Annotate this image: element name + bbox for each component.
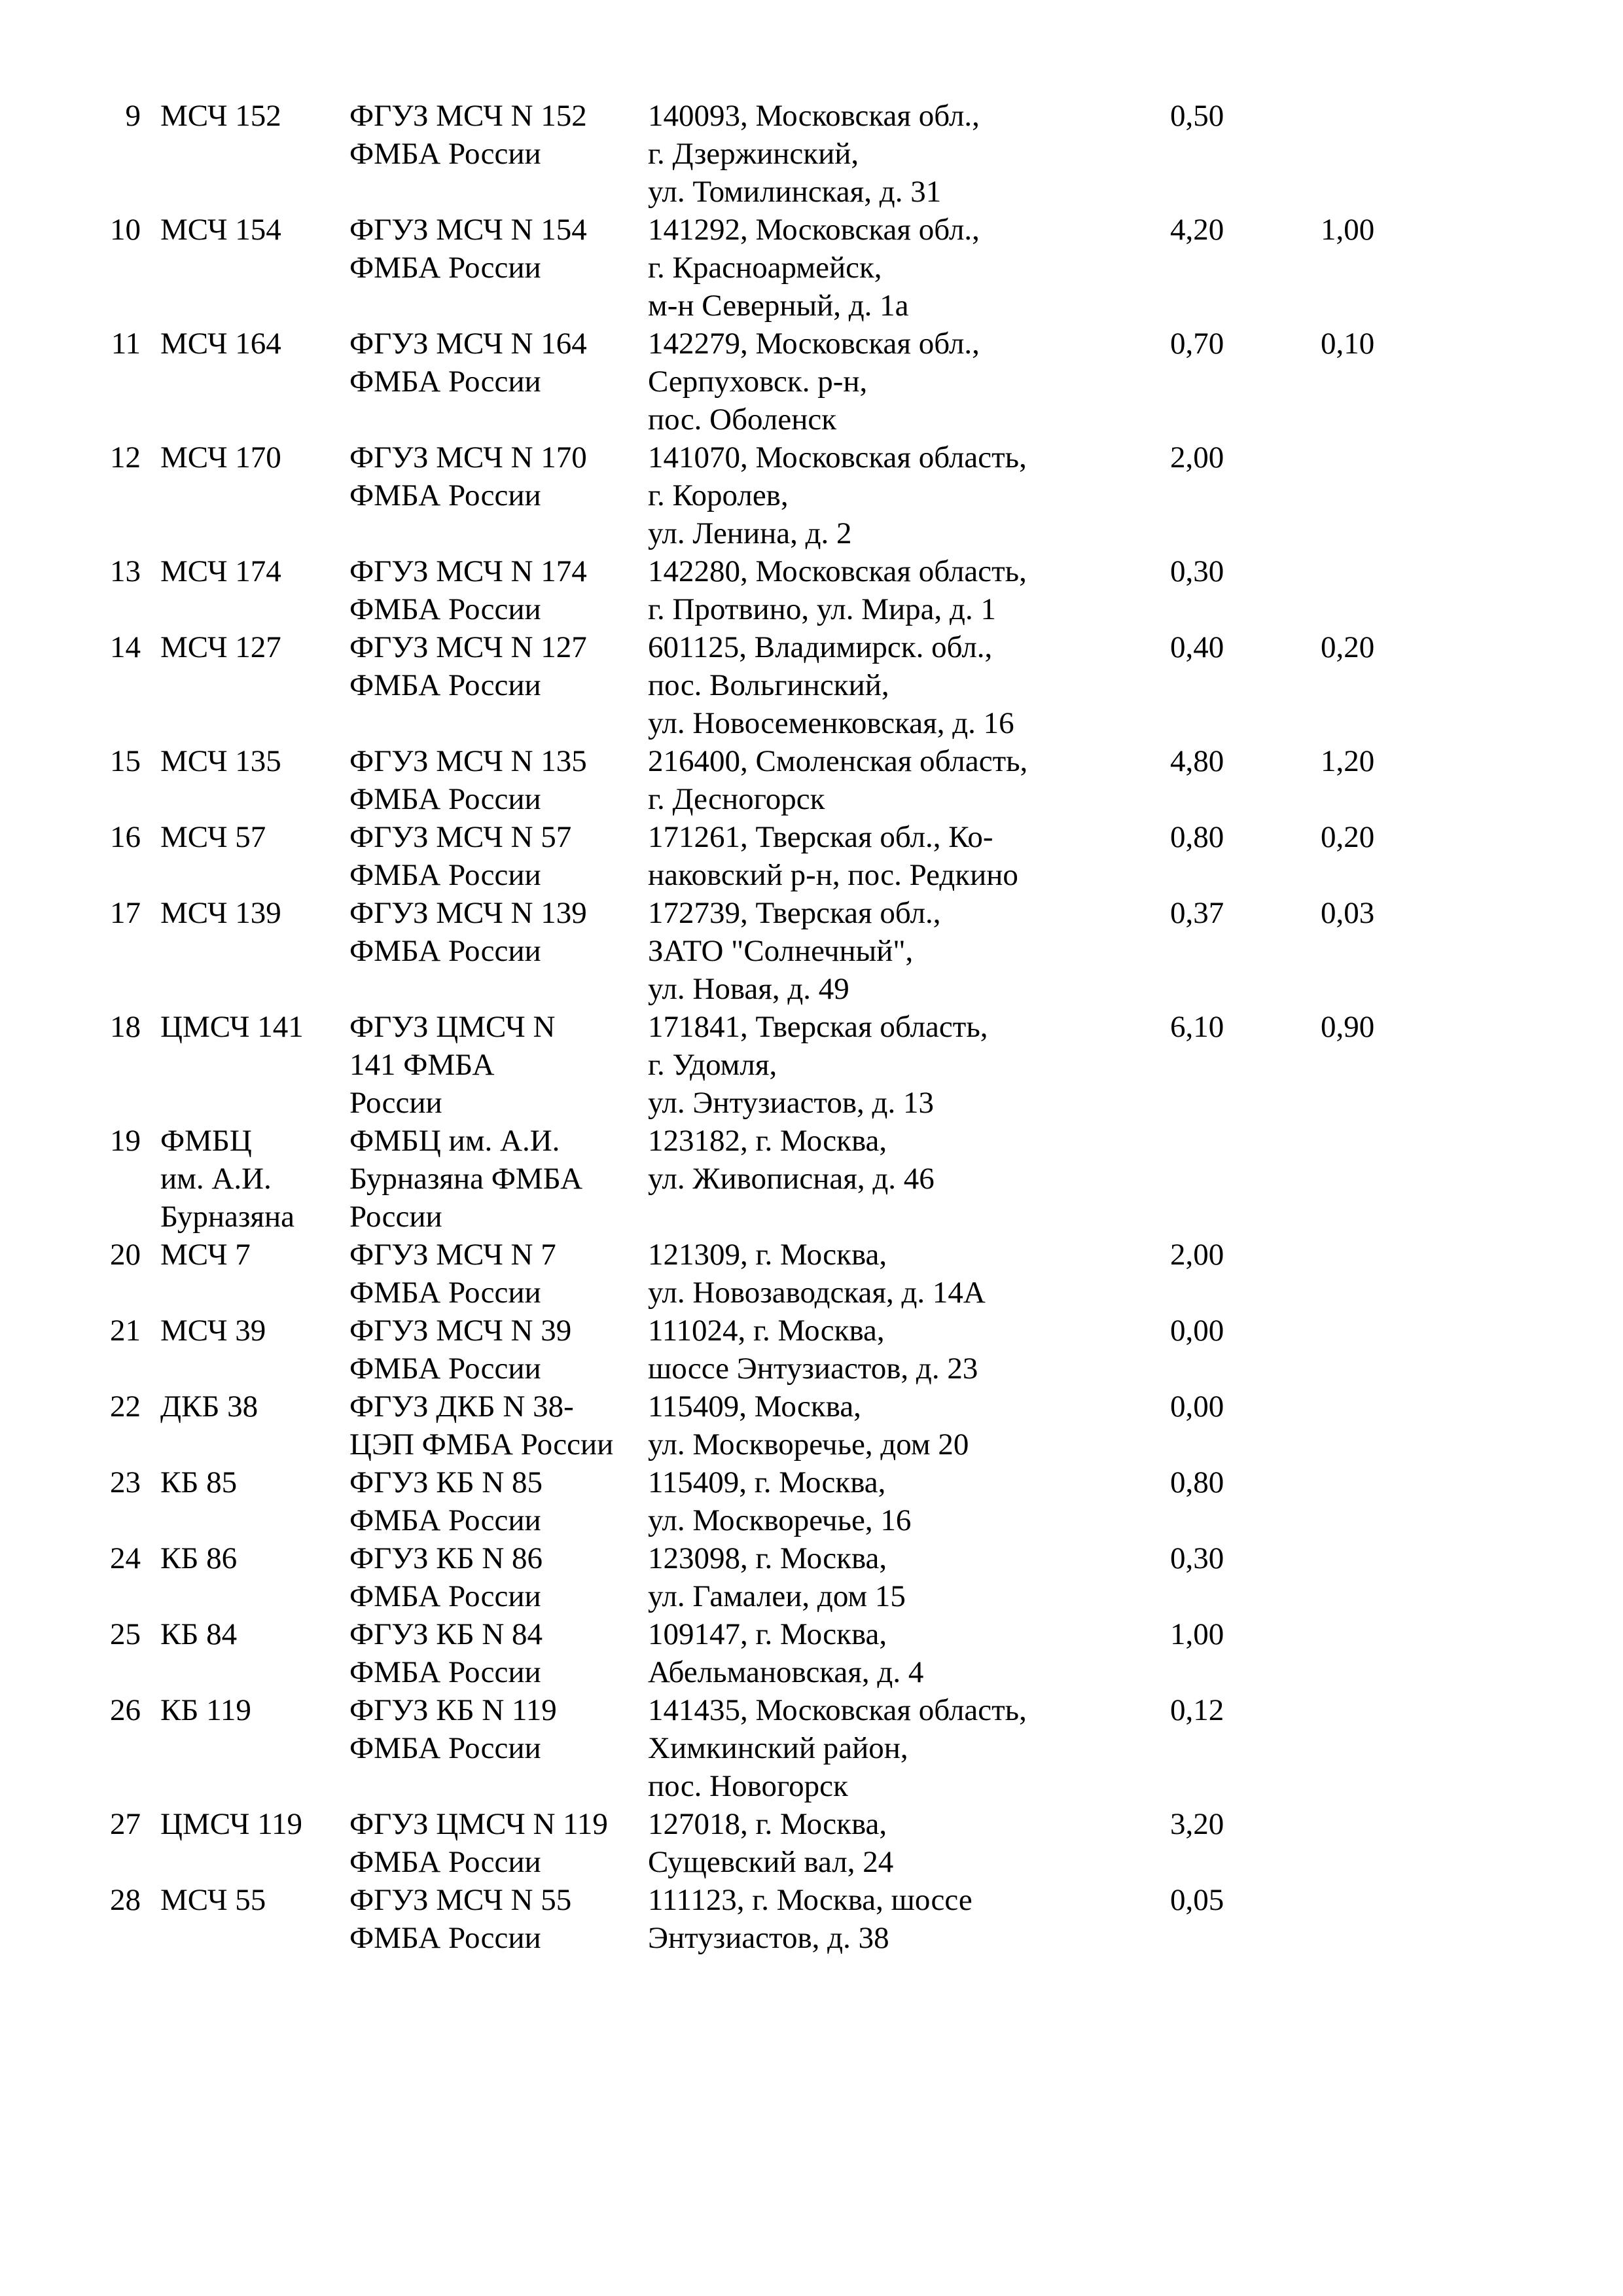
document-table bbox=[0, 97, 1623, 1957]
address: 142279, Московская обл., Серпуховск. р-н, пос. Оболенск bbox=[648, 327, 980, 437]
value-2: 1,20 bbox=[1321, 744, 1375, 778]
table-row bbox=[0, 1008, 1623, 1122]
row-number: 10 bbox=[110, 213, 141, 247]
organization-name: ФГУЗ КБ N 86 ФМБА России bbox=[349, 1541, 543, 1613]
institution-abbreviation: ЦМСЧ 119 bbox=[160, 1807, 302, 1841]
table-row bbox=[0, 1236, 1623, 1312]
address: 172739, Тверская обл., ЗАТО "Солнечный", ул. Новая, д. 49 bbox=[648, 896, 941, 1006]
value-1: 0,30 bbox=[1170, 1541, 1224, 1575]
table-row bbox=[0, 1691, 1623, 1805]
value-1: 6,10 bbox=[1170, 1010, 1224, 1044]
organization-name: ФГУЗ КБ N 119 ФМБА России bbox=[349, 1693, 557, 1765]
row-number: 15 bbox=[110, 744, 141, 778]
organization-name: ФМБЦ им. А.И. Бурназяна ФМБА России bbox=[349, 1124, 583, 1234]
table-row bbox=[0, 325, 1623, 439]
institution-abbreviation: ДКБ 38 bbox=[160, 1390, 259, 1424]
address: 171841, Тверская область, г. Удомля, ул. Энтузиастов, д. 13 bbox=[648, 1010, 988, 1120]
table-row bbox=[0, 1881, 1623, 1957]
value-2: 0,10 bbox=[1321, 327, 1375, 361]
organization-name: ФГУЗ МСЧ N 164 ФМБА России bbox=[349, 327, 587, 399]
table-row bbox=[0, 1312, 1623, 1388]
institution-abbreviation: МСЧ 154 bbox=[160, 213, 281, 247]
value-1: 0,00 bbox=[1170, 1390, 1224, 1424]
value-1: 1,00 bbox=[1170, 1617, 1224, 1651]
table-row bbox=[0, 552, 1623, 628]
address: 111123, г. Москва, шоссе Энтузиастов, д. 38 bbox=[648, 1883, 972, 1955]
table-row bbox=[0, 894, 1623, 1008]
institution-abbreviation: МСЧ 7 bbox=[160, 1238, 251, 1272]
institution-abbreviation: ЦМСЧ 141 bbox=[160, 1010, 304, 1044]
institution-abbreviation: МСЧ 135 bbox=[160, 744, 281, 778]
address: 601125, Владимирск. обл., пос. Вольгинский, ул. Новосеменковская, д. 16 bbox=[648, 630, 1014, 740]
table-row bbox=[0, 1805, 1623, 1881]
organization-name: ФГУЗ ЦМСЧ N 119 ФМБА России bbox=[349, 1807, 608, 1879]
address: 115409, г. Москва, ул. Москворечье, 16 bbox=[648, 1465, 912, 1537]
row-number: 22 bbox=[110, 1390, 141, 1424]
organization-name: ФГУЗ МСЧ N 170 ФМБА России bbox=[349, 440, 587, 512]
table-row bbox=[0, 742, 1623, 818]
value-1: 4,20 bbox=[1170, 213, 1224, 247]
institution-abbreviation: КБ 84 bbox=[160, 1617, 238, 1651]
organization-name: ФГУЗ МСЧ N 127 ФМБА России bbox=[349, 630, 587, 702]
institution-abbreviation: МСЧ 39 bbox=[160, 1314, 266, 1348]
value-1: 0,30 bbox=[1170, 554, 1224, 588]
table-row bbox=[0, 1615, 1623, 1691]
address: 123098, г. Москва, ул. Гамалеи, дом 15 bbox=[648, 1541, 906, 1613]
organization-name: ФГУЗ КБ N 84 ФМБА России bbox=[349, 1617, 543, 1689]
institution-abbreviation: МСЧ 127 bbox=[160, 630, 281, 664]
value-1: 2,00 bbox=[1170, 440, 1224, 475]
institution-abbreviation: КБ 85 bbox=[160, 1465, 238, 1499]
value-1: 0,40 bbox=[1170, 630, 1224, 664]
address: 216400, Смоленская область, г. Десногорск bbox=[648, 744, 1028, 816]
row-number: 14 bbox=[110, 630, 141, 664]
value-2: 0,20 bbox=[1321, 820, 1375, 854]
value-1: 4,80 bbox=[1170, 744, 1224, 778]
institution-abbreviation: МСЧ 152 bbox=[160, 99, 281, 133]
organization-name: ФГУЗ МСЧ N 174 ФМБА России bbox=[349, 554, 587, 626]
organization-name: ФГУЗ МСЧ N 135 ФМБА России bbox=[349, 744, 587, 816]
value-1: 0,12 bbox=[1170, 1693, 1224, 1727]
row-number: 27 bbox=[110, 1807, 141, 1841]
organization-name: ФГУЗ МСЧ N 55 ФМБА России bbox=[349, 1883, 572, 1955]
row-number: 17 bbox=[110, 896, 141, 930]
institution-abbreviation: МСЧ 139 bbox=[160, 896, 281, 930]
organization-name: ФГУЗ ЦМСЧ N 141 ФМБА России bbox=[349, 1010, 556, 1120]
organization-name: ФГУЗ МСЧ N 152 ФМБА России bbox=[349, 99, 587, 171]
institution-abbreviation: КБ 86 bbox=[160, 1541, 238, 1575]
table-row bbox=[0, 628, 1623, 742]
row-number: 21 bbox=[110, 1314, 141, 1348]
organization-name: ФГУЗ МСЧ N 139 ФМБА России bbox=[349, 896, 587, 968]
row-number: 19 bbox=[110, 1124, 141, 1158]
address: 109147, г. Москва, Абельмановская, д. 4 bbox=[648, 1617, 924, 1689]
value-2: 0,90 bbox=[1321, 1010, 1375, 1044]
institution-abbreviation: ФМБЦ им. А.И. Бурназяна bbox=[160, 1124, 295, 1234]
address: 141292, Московская обл., г. Красноармейск, м-н Северный, д. 1а bbox=[648, 213, 980, 323]
organization-name: ФГУЗ МСЧ N 39 ФМБА России bbox=[349, 1314, 572, 1386]
organization-name: ФГУЗ ДКБ N 38- ЦЭП ФМБА России bbox=[349, 1390, 614, 1462]
row-number: 25 bbox=[110, 1617, 141, 1651]
address: 141070, Московская область, г. Королев, ул. Ленина, д. 2 bbox=[648, 440, 1027, 550]
institution-abbreviation: МСЧ 164 bbox=[160, 327, 281, 361]
value-1: 0,80 bbox=[1170, 820, 1224, 854]
table-row bbox=[0, 1122, 1623, 1236]
organization-name: ФГУЗ МСЧ N 7 ФМБА России bbox=[349, 1238, 556, 1310]
value-1: 3,20 bbox=[1170, 1807, 1224, 1841]
value-1: 0,37 bbox=[1170, 896, 1224, 930]
organization-name: ФГУЗ МСЧ N 57 ФМБА России bbox=[349, 820, 572, 892]
organization-name: ФГУЗ КБ N 85 ФМБА России bbox=[349, 1465, 543, 1537]
institution-abbreviation: МСЧ 174 bbox=[160, 554, 281, 588]
address: 123182, г. Москва, ул. Живописная, д. 46 bbox=[648, 1124, 935, 1196]
address: 140093, Московская обл., г. Дзержинский, ул. Томилинская, д. 31 bbox=[648, 99, 980, 209]
table-row bbox=[0, 97, 1623, 211]
address: 142280, Московская область, г. Протвино, ул. Мира, д. 1 bbox=[648, 554, 1027, 626]
value-1: 0,00 bbox=[1170, 1314, 1224, 1348]
address: 127018, г. Москва, Сущевский вал, 24 bbox=[648, 1807, 894, 1879]
institution-abbreviation: КБ 119 bbox=[160, 1693, 251, 1727]
row-number: 13 bbox=[110, 554, 141, 588]
table-row bbox=[0, 439, 1623, 552]
row-number: 28 bbox=[110, 1883, 141, 1917]
row-number: 26 bbox=[110, 1693, 141, 1727]
value-2: 0,20 bbox=[1321, 630, 1375, 664]
value-1: 2,00 bbox=[1170, 1238, 1224, 1272]
row-number: 9 bbox=[125, 99, 141, 133]
address: 115409, Москва, ул. Москворечье, дом 20 bbox=[648, 1390, 969, 1462]
table-row bbox=[0, 818, 1623, 894]
row-number: 12 bbox=[110, 440, 141, 475]
row-number: 20 bbox=[110, 1238, 141, 1272]
address: 141435, Московская область, Химкинский район, пос. Новогорск bbox=[648, 1693, 1027, 1803]
organization-name: ФГУЗ МСЧ N 154 ФМБА России bbox=[349, 213, 587, 285]
row-number: 16 bbox=[110, 820, 141, 854]
address: 111024, г. Москва, шоссе Энтузиастов, д. 23 bbox=[648, 1314, 978, 1386]
value-1: 0,50 bbox=[1170, 99, 1224, 133]
value-1: 0,05 bbox=[1170, 1883, 1224, 1917]
value-2: 0,03 bbox=[1321, 896, 1375, 930]
institution-abbreviation: МСЧ 55 bbox=[160, 1883, 266, 1917]
row-number: 23 bbox=[110, 1465, 141, 1499]
address: 171261, Тверская обл., Ко- наковский р-н, пос. Редкино bbox=[648, 820, 1018, 892]
address: 121309, г. Москва, ул. Новозаводская, д. 14А bbox=[648, 1238, 986, 1310]
table-row bbox=[0, 1539, 1623, 1615]
value-1: 0,80 bbox=[1170, 1465, 1224, 1499]
table-row bbox=[0, 211, 1623, 325]
value-1: 0,70 bbox=[1170, 327, 1224, 361]
table-row bbox=[0, 1388, 1623, 1463]
institution-abbreviation: МСЧ 170 bbox=[160, 440, 281, 475]
institution-abbreviation: МСЧ 57 bbox=[160, 820, 266, 854]
row-number: 24 bbox=[110, 1541, 141, 1575]
table-row bbox=[0, 1463, 1623, 1539]
value-2: 1,00 bbox=[1321, 213, 1375, 247]
row-number: 11 bbox=[111, 327, 141, 361]
row-number: 18 bbox=[110, 1010, 141, 1044]
